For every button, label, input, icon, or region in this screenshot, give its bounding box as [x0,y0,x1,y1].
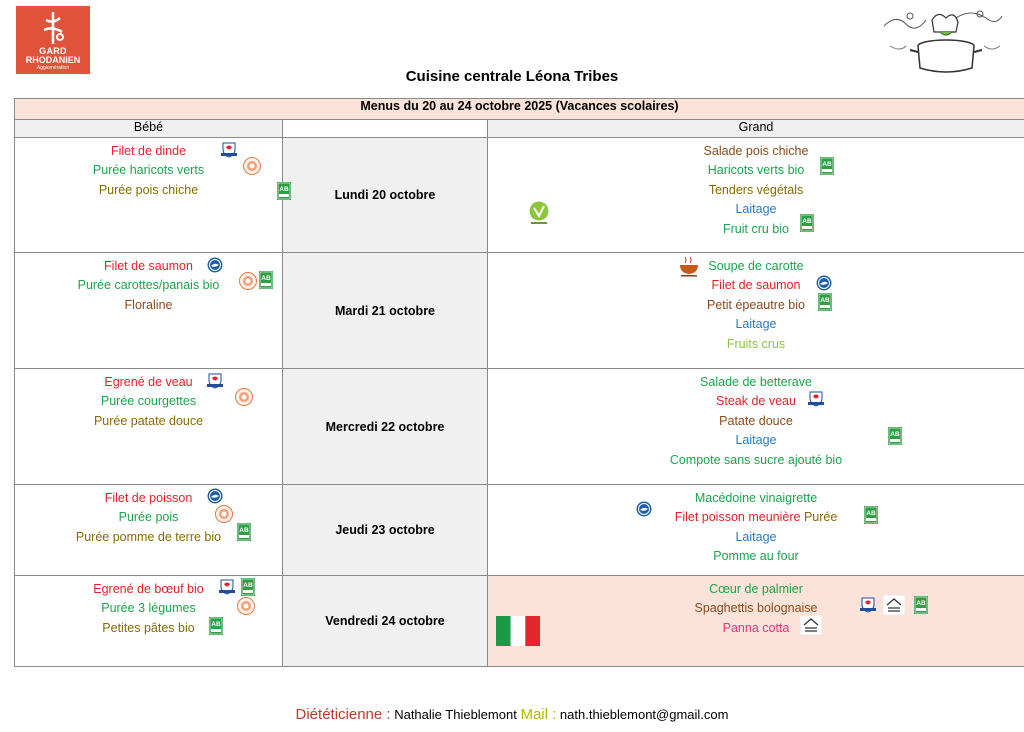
bebe-dish: Filet de dinde [110,144,187,158]
grand-cell [488,369,1024,485]
agriculture-biologique-icon [800,214,814,232]
logo-line3: Agglomération [36,65,70,71]
bebe-dish: Egrené de veau [104,375,193,389]
grand-dish: Filet poisson meunière [674,510,801,525]
bebe-dish: Filet de poisson [104,491,193,505]
grand-dish: Haricots verts bio [707,163,805,178]
bleu-blanc-coeur-icon [219,141,239,159]
grand-dish: Macédoine vinaigrette [694,491,818,505]
bleu-blanc-coeur-icon [806,390,826,408]
bebe-dish: Purée haricots verts [92,163,205,178]
bebe-dish: Purée pois chiche [98,182,199,197]
column-header-grand: Grand [488,120,1024,138]
grand-dish: Laitage [735,202,777,217]
bebe-dish: Purée pois [118,510,179,525]
grand-dish: Petit épeautre bio [707,297,805,312]
vegetarien-icon [528,201,550,225]
dietitian-label: Diététicienne : [295,706,391,723]
agriculture-biologique-icon [914,596,928,614]
grand-cell [488,138,1024,253]
logo-line1: GARD [39,46,67,56]
agriculture-biologique-icon [241,578,255,596]
label-msc-icon [816,275,832,291]
gard-rhodanien-logo [16,6,90,74]
day-label: Mardi 21 octobre [283,253,488,369]
fait-maison-icon [243,157,261,175]
bleu-blanc-coeur-icon [858,596,878,614]
fait-maison-icon [239,272,257,290]
bebe-dish: Purée carottes/panais bio [77,278,220,293]
bebe-dish: Purée courgettes [100,394,197,409]
grand-dish: Filet de saumon [711,278,801,293]
day-row-vendredi [15,576,1024,667]
chef-pot-illustration [876,6,1004,76]
day-row-mardi [15,253,1024,369]
grand-dish: Steak de veau [716,394,796,409]
bleu-blanc-coeur-icon [217,578,237,596]
grand-dish: Patate douce [719,413,793,428]
grand-dish: Tenders végétals [708,182,804,197]
day-label: Mercredi 22 octobre [283,369,488,485]
bebe-dish: Petites pâtes bio [102,620,195,635]
soupe-icon [678,255,700,277]
fait-maison-icon [215,505,233,523]
grand-cell [488,576,1024,667]
grand-dish: Soupe de carotte [708,259,804,273]
grand-cell [488,253,1024,369]
agriculture-biologique-icon [864,506,878,524]
grand-dish: Laitage [735,529,777,544]
grand-cell [488,485,1024,576]
italie-drapeau-icon [496,616,540,646]
mail-label: Mail : [520,706,557,723]
agriculture-biologique-icon [820,157,834,175]
grand-dish-line [488,508,1024,527]
menu-header-row [15,99,1024,120]
day-label: Vendredi 24 octobre [283,576,488,667]
grand-dish: Fruits crus [726,336,786,351]
agriculture-biologique-icon [818,293,832,311]
bebe-cell [15,485,283,576]
bebe-cell [15,253,283,369]
produit-local-icon [800,615,822,635]
day-row-mercredi [15,369,1024,485]
label-msc-icon [207,257,223,273]
label-msc-icon [207,488,223,504]
agriculture-biologique-icon [259,271,273,289]
column-header-blank [283,120,488,138]
mail-address[interactable]: nath.thieblemont@gmail.com [559,707,729,722]
bebe-dish: Purée 3 légumes [101,601,196,616]
grand-dish: Spaghettis bolognaise [694,601,818,616]
grand-dish: Fruit cru bio [723,221,789,236]
column-header-bebe: Bébé [15,120,283,138]
grand-dish: Laitage [735,433,777,448]
grand-dish: Laitage [735,317,777,332]
day-row-jeudi [15,485,1024,576]
agriculture-biologique-icon [209,617,223,635]
agriculture-biologique-icon [888,427,902,445]
grand-dish: Salade pois chiche [703,144,809,158]
grand-dish: Cœur de palmier [709,582,803,596]
weekly-menu-table [14,98,1024,667]
grand-dish: Panna cotta [722,620,790,635]
agriculture-biologique-icon [237,523,251,541]
label-msc-icon [636,501,652,517]
day-label: Lundi 20 octobre [283,138,488,253]
page-title: Cuisine centrale Léona Tribes [405,68,619,85]
grand-dish: Salade de betterave [700,375,812,389]
bebe-dish: Purée pomme de terre bio [75,529,222,544]
menu-period-header: Menus du 20 au 24 octobre 2025 (Vacances scolaires) [15,99,1024,120]
column-header-row [15,120,1024,138]
grand-dish: Purée [803,510,838,525]
bebe-cell [15,576,283,667]
logo-mark-icon [38,10,68,46]
bebe-dish: Purée patate douce [93,413,204,428]
bebe-cell [15,138,283,253]
day-label: Jeudi 23 octobre [283,485,488,576]
dietitian-name: Nathalie Thieblemont [394,707,517,722]
bebe-cell [15,369,283,485]
grand-dish: Compote sans sucre ajouté bio [669,452,843,467]
logo-line2: RHODANIEN [25,55,81,65]
footer-contact [0,706,1024,723]
bebe-dish: Floraline [124,297,173,312]
day-row-lundi [15,138,1024,253]
grand-dish: Pomme au four [713,549,799,564]
fait-maison-icon [235,388,253,406]
fait-maison-icon [237,597,255,615]
agriculture-biologique-icon [277,182,291,200]
bebe-dish: Filet de saumon [104,259,193,273]
bebe-dish: Egrené de bœuf bio [93,582,204,596]
produit-local-icon [883,595,905,615]
bleu-blanc-coeur-icon [205,372,225,390]
